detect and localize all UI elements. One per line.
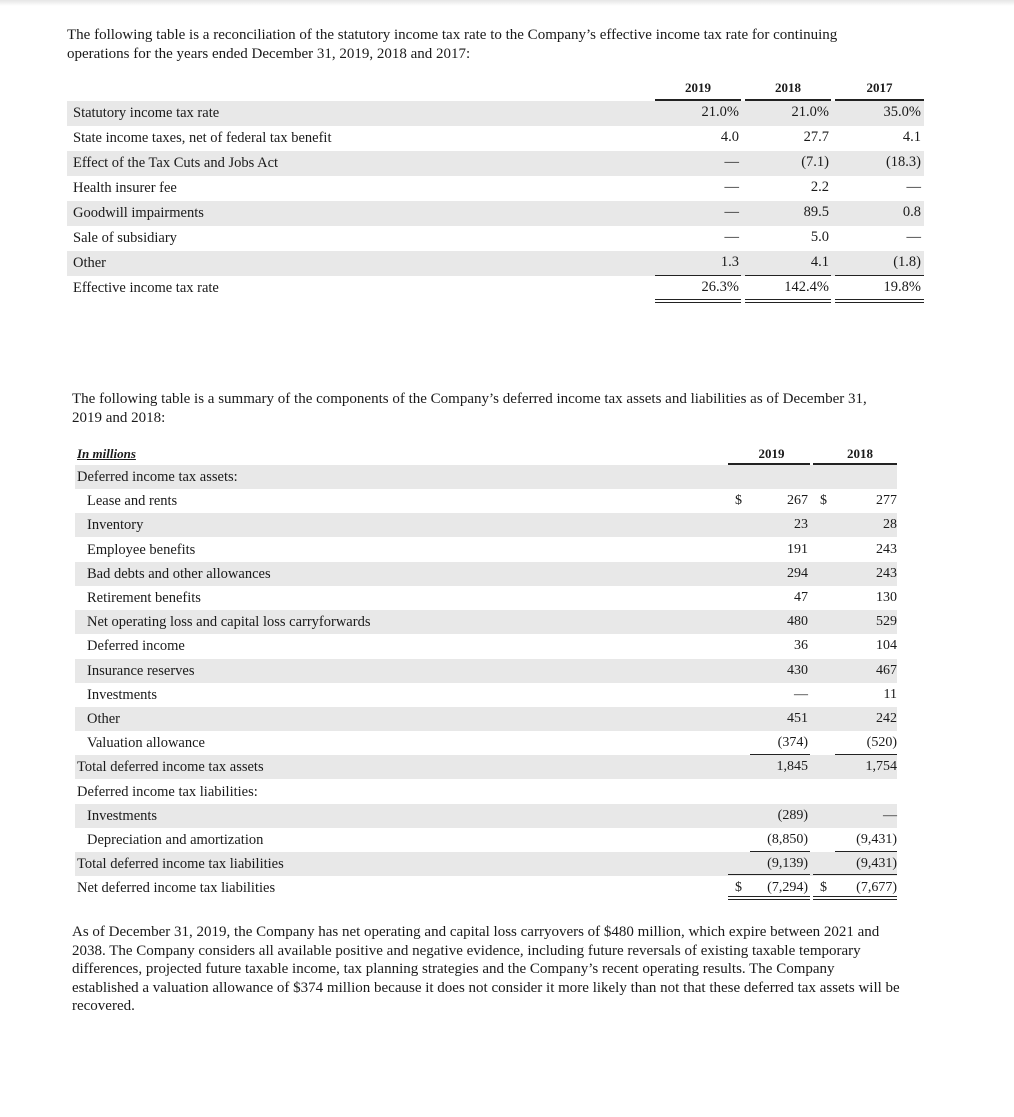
- cell-2017: 35.0%: [883, 104, 921, 120]
- cell-2018: 21.0%: [791, 104, 829, 120]
- cell-2017: —: [906, 229, 921, 245]
- row-label: Depreciation and amortization: [87, 832, 264, 848]
- table2-row: [75, 707, 897, 731]
- loss-carryover-note: As of December 31, 2019, the Company has net operating and capital loss carryovers of $480 million, which expire between 2021 and 2038. The Company considers all available positive and negative evidence, including future reversals of existing taxable temporary differences, projected future taxable income, tax planning strategies and the Company’s recent operating results. The Company established a valuation allowance of $374 million because it does not consider it more likely than not that these deferred tax assets will be recovered.: [72, 924, 900, 1014]
- row-label: Other: [87, 711, 121, 727]
- cell-2019: 36: [794, 638, 808, 654]
- table1-row: [67, 276, 924, 301]
- cell-2019: (7,294): [767, 880, 808, 896]
- row-label: Retirement benefits: [87, 590, 201, 606]
- cell-2019: 23: [794, 517, 808, 533]
- cell-2017: (18.3): [885, 154, 921, 170]
- row-label: Statutory income tax rate: [73, 105, 220, 121]
- total-rule: [745, 302, 831, 303]
- cell-2019: 26.3%: [701, 279, 739, 295]
- cell-2018: 104: [876, 638, 897, 654]
- row-label: Insurance reserves: [87, 662, 195, 679]
- table2-row: [75, 780, 897, 804]
- cell-2019: 480: [787, 614, 808, 630]
- table2-row: [75, 634, 897, 658]
- row-label: Inventory: [87, 517, 144, 534]
- subtotal-rule: [835, 275, 924, 276]
- row-label: Deferred income tax liabilities:: [77, 783, 258, 800]
- cell-2017: (1.8): [893, 254, 921, 270]
- table1-row: [67, 126, 924, 151]
- top-edge-shadow: [0, 0, 1014, 6]
- table1-row: [67, 201, 924, 226]
- cell-2018: 5.0: [810, 229, 829, 245]
- deferred-tax-intro: The following table is a summary of the components of the Company’s deferred income tax assets and liabilities as of December 31, 2019 and 2018:: [72, 391, 867, 426]
- cell-2018: (7,677): [856, 880, 897, 896]
- cell-2019: —: [724, 179, 739, 195]
- row-label: Employee benefits: [87, 541, 196, 558]
- dollar-sign: $: [820, 493, 827, 509]
- row-label: Other: [73, 255, 107, 271]
- table1-row: [67, 151, 924, 176]
- cell-2019: 1.3: [720, 254, 739, 270]
- row-label: Net deferred income tax liabilities: [77, 880, 276, 897]
- cell-2018: (7.1): [801, 154, 829, 170]
- cell-2018: 243: [876, 541, 897, 557]
- table2-header-2018: 2018: [847, 446, 873, 461]
- row-label: Lease and rents: [87, 493, 178, 510]
- table1-header-2018: 2018: [775, 80, 801, 95]
- cell-2019: (9,139): [767, 856, 808, 872]
- cell-2018: 142.4%: [784, 279, 829, 295]
- cell-2018: 277: [876, 493, 897, 509]
- total-rule: [835, 299, 924, 300]
- row-label: Deferred income: [87, 638, 185, 655]
- row-label: Health insurer fee: [73, 180, 177, 196]
- dollar-sign: $: [735, 880, 742, 896]
- row-label: Goodwill impairments: [73, 205, 204, 221]
- cell-2019: (289): [777, 807, 808, 823]
- cell-2019: 1,845: [776, 759, 808, 775]
- cell-2018: 467: [876, 662, 897, 678]
- table1-row: [67, 101, 924, 126]
- total-rule: [728, 899, 810, 900]
- cell-2019: —: [724, 204, 739, 220]
- cell-2019: 4.0: [720, 129, 739, 145]
- cell-2017: —: [906, 179, 921, 195]
- cell-2017: 0.8: [902, 204, 921, 220]
- cell-2017: 4.1: [902, 129, 921, 145]
- cell-2018: 243: [876, 565, 897, 581]
- cell-2017: 19.8%: [883, 279, 921, 295]
- total-rule: [835, 302, 924, 303]
- cell-2019: 21.0%: [701, 104, 739, 120]
- table2-row: [75, 538, 897, 562]
- table1-row: [67, 176, 924, 201]
- row-label: Deferred income tax assets:: [77, 469, 238, 485]
- table2-row: [75, 513, 897, 537]
- cell-2019: 294: [787, 565, 808, 581]
- cell-2019: (8,850): [767, 832, 808, 847]
- cell-2019: —: [794, 686, 808, 702]
- dollar-sign: $: [735, 493, 742, 509]
- row-label: Total deferred income tax assets: [77, 759, 264, 776]
- table2-row: [75, 755, 897, 779]
- row-label: Effect of the Tax Cuts and Jobs Act: [73, 155, 279, 171]
- total-rule: [655, 302, 741, 303]
- subtotal-rule: [655, 275, 741, 276]
- table1-header-2019: 2019: [685, 80, 711, 95]
- subtotal-rule: [745, 275, 831, 276]
- row-label: Total deferred income tax liabilities: [77, 856, 284, 873]
- reconciliation-intro: The following table is a reconciliation of the statutory income tax rate to the Company’s effective income tax rate for continuing operations for the years ended December 31, 2019, 2018 and 2017:: [67, 27, 838, 62]
- table2-row: [75, 465, 897, 489]
- cell-2019: 430: [787, 662, 808, 678]
- cell-2018: (9,431): [856, 832, 897, 847]
- cell-2018: 11: [883, 686, 897, 702]
- row-label: State income taxes, net of federal tax benefit: [73, 130, 332, 146]
- row-label: Investments: [87, 807, 158, 824]
- table1-header-2017: 2017: [866, 80, 893, 95]
- cell-2018: (520): [866, 735, 897, 751]
- row-label: Effective income tax rate: [73, 280, 219, 296]
- unit-label: In millions: [77, 446, 136, 461]
- subtotal-rule: [813, 874, 897, 875]
- row-label: Net operating loss and capital loss carryforwards: [87, 614, 371, 631]
- total-rule: [745, 299, 831, 300]
- table2-row: [75, 852, 897, 876]
- cell-2018: 1,754: [865, 759, 897, 775]
- table2-row: [75, 586, 897, 610]
- row-label: Valuation allowance: [87, 735, 205, 752]
- cell-2018: —: [883, 807, 897, 823]
- cell-2018: 529: [876, 614, 897, 630]
- cell-2018: 28: [883, 517, 897, 533]
- table2-row: [75, 562, 897, 586]
- total-rule: [655, 299, 741, 300]
- cell-2019: (374): [777, 735, 808, 751]
- table2-row: [75, 804, 897, 828]
- cell-2019: —: [724, 154, 739, 170]
- table2-row: [75, 489, 897, 513]
- cell-2018: 4.1: [810, 254, 829, 270]
- cell-2019: 267: [787, 493, 808, 509]
- table2-row: [75, 828, 897, 852]
- row-label: Investments: [87, 686, 158, 703]
- cell-2018: 130: [876, 590, 897, 605]
- row-label: Sale of subsidiary: [73, 230, 177, 246]
- table2-row: [75, 659, 897, 683]
- cell-2019: 47: [794, 590, 808, 605]
- subtotal-rule: [750, 851, 810, 852]
- subtotal-rule: [835, 851, 897, 852]
- subtotal-rule: [750, 754, 810, 755]
- total-rule: [813, 896, 897, 897]
- table2-row: [75, 683, 897, 707]
- table1-row: [67, 251, 924, 276]
- cell-2019: 451: [787, 711, 808, 726]
- table2-header-2019: 2019: [758, 446, 785, 461]
- total-rule: [728, 896, 810, 897]
- cell-2018: 2.2: [810, 179, 829, 195]
- subtotal-rule: [835, 754, 897, 755]
- cell-2019: 191: [787, 541, 808, 557]
- cell-2018: 27.7: [803, 129, 829, 145]
- subtotal-rule: [728, 874, 810, 875]
- table1-row: [67, 226, 924, 251]
- cell-2019: —: [724, 229, 739, 245]
- row-label: Bad debts and other allowances: [87, 565, 271, 582]
- cell-2018: (9,431): [856, 856, 897, 872]
- dollar-sign: $: [820, 880, 827, 896]
- cell-2018: 89.5: [803, 204, 829, 220]
- cell-2018: 242: [876, 711, 897, 726]
- total-rule: [813, 899, 897, 900]
- table2-row: [75, 610, 897, 634]
- table2-row: [75, 731, 897, 755]
